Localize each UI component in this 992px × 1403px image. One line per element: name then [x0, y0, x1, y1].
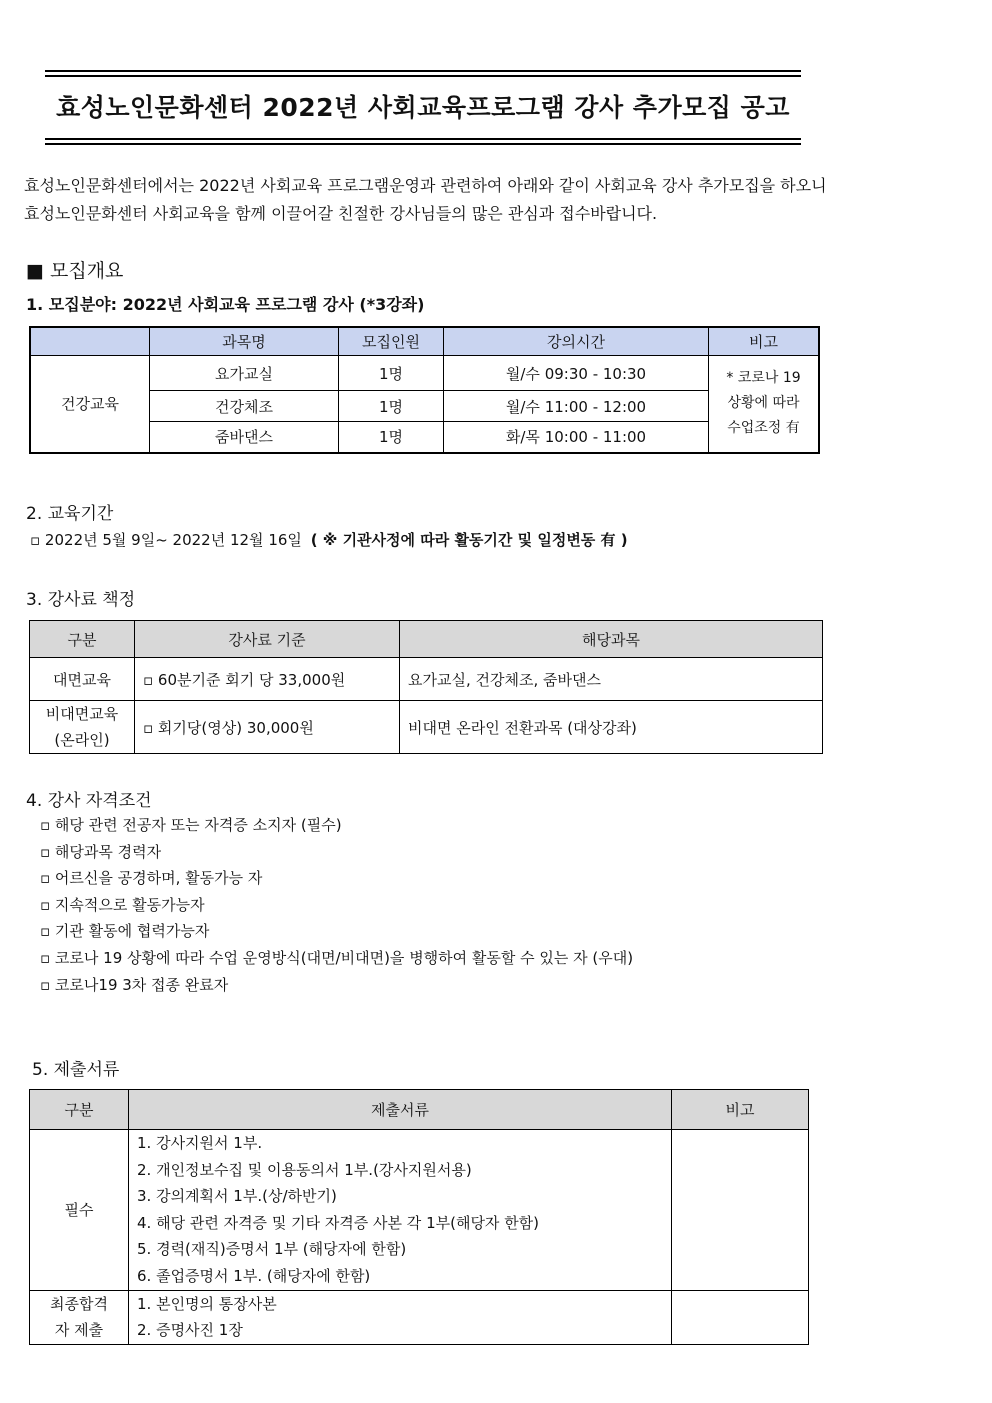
subject-cell: 건강체조 — [150, 391, 339, 422]
required-label-cell: 필수 — [30, 1130, 129, 1291]
list-item: 1. 본인명의 통장사본 — [137, 1294, 277, 1313]
time-cell: 화/목 10:00 - 11:00 — [444, 422, 709, 453]
list-item: ▫ 코로나 19 상황에 따라 수업 운영방식(대면/비대면)을 병행하여 활동할 수 있는 자 (우대) — [40, 948, 634, 967]
note-cell — [672, 1130, 809, 1291]
note-cell — [709, 356, 820, 453]
list-item: ▫ 기관 활동에 협력가능자 — [40, 922, 210, 941]
fee-cell: ▫ 60분기준 회기 당 33,000원 — [135, 658, 400, 701]
table-row — [30, 1130, 809, 1291]
page-title: 효성노인문화센터 2022년 사회교육프로그램 강사 추가모집 공고 — [56, 93, 790, 122]
final-label-cell — [30, 1290, 129, 1344]
title-rule-top-2 — [45, 75, 801, 77]
note-line: * 코로나 19 — [726, 370, 801, 387]
section3-heading: 3. 강사료 책정 — [26, 590, 136, 610]
final-label-line: 자 제출 — [54, 1321, 104, 1340]
period-note: ( ※ 기관사정에 따라 활동기간 및 일정변동 有 ) — [310, 531, 628, 549]
section5-heading: 5. 제출서류 — [32, 1060, 120, 1080]
count-cell: 1명 — [339, 356, 444, 391]
table-row — [30, 701, 823, 754]
final-docs-cell — [129, 1290, 672, 1344]
type-line: (온라인) — [54, 731, 110, 749]
subject-cell: 줌바댄스 — [150, 422, 339, 453]
category-cell: 건강교육 — [30, 356, 150, 453]
documents-table — [29, 1089, 809, 1345]
header-cell: 구분 — [30, 621, 135, 658]
intro-line-1: 효성노인문화센터에서는 2022년 사회교육 프로그램운영과 관련하여 아래와 같이 사회교육 강사 추가모집을 하오니 — [24, 176, 827, 195]
time-cell: 월/수 11:00 - 12:00 — [444, 391, 709, 422]
qualification-list — [40, 812, 633, 998]
table-row — [30, 356, 819, 391]
header-cell: 해당과목 — [400, 621, 823, 658]
final-label-line: 최종합격 — [50, 1294, 108, 1313]
type-line: 비대면교육 — [45, 705, 119, 723]
header-cell: 비고 — [672, 1090, 809, 1130]
list-item: 4. 해당 관련 자격증 및 기타 자격증 사본 각 1부(해당자 한함) — [137, 1213, 540, 1232]
type-cell — [30, 701, 135, 754]
fee-table — [29, 620, 823, 754]
table-header-row — [30, 1090, 809, 1130]
table-header-row — [30, 621, 823, 658]
required-docs-cell — [129, 1130, 672, 1291]
count-cell: 1명 — [339, 391, 444, 422]
table-row — [30, 1290, 809, 1344]
note-line: 상황에 따라 — [727, 395, 800, 412]
section1-heading: 1. 모집분야: 2022년 사회교육 프로그램 강사 (*3강좌) — [26, 295, 425, 314]
header-cell: 제출서류 — [129, 1090, 672, 1130]
header-cell: 강사료 기준 — [135, 621, 400, 658]
title-rule-bottom-2 — [45, 143, 801, 145]
subjects-cell: 요가교실, 건강체조, 줌바댄스 — [400, 658, 823, 701]
list-item: ▫ 지속적으로 활동가능자 — [40, 895, 205, 914]
title-rule-top-1 — [45, 70, 801, 72]
count-cell: 1명 — [339, 422, 444, 453]
table-header-row — [30, 327, 819, 356]
header-cell: 모집인원 — [339, 327, 444, 356]
list-item: ▫ 코로나19 3차 접종 완료자 — [40, 975, 229, 994]
title-box — [45, 70, 801, 146]
list-item: 5. 경력(재직)증명서 1부 (해당자에 한함) — [137, 1240, 407, 1259]
list-item: ▫ 해당 관련 전공자 또는 자격증 소지자 (필수) — [40, 816, 342, 834]
fee-cell: ▫ 회기당(영상) 30,000원 — [135, 701, 400, 754]
list-item: 2. 개인정보수집 및 이용동의서 1부.(강사지원서용) — [137, 1160, 472, 1179]
note-cell — [672, 1290, 809, 1344]
note-line: 수업조정 有 — [727, 420, 800, 437]
header-cell — [30, 327, 150, 356]
list-item: 3. 강의계획서 1부.(상/하반기) — [137, 1187, 337, 1206]
subjects-cell: 비대면 온라인 전환과목 (대상강좌) — [400, 701, 823, 754]
time-cell: 월/수 09:30 - 10:30 — [444, 356, 709, 391]
intro-line-2: 효성노인문화센터 사회교육을 함께 이끌어갈 친절한 강사님들의 많은 관심과 접수바랍니다. — [24, 204, 658, 223]
list-item: ▫ 해당과목 경력자 — [40, 842, 162, 861]
subject-cell: 요가교실 — [150, 356, 339, 391]
table-row — [30, 658, 823, 701]
period-text: ▫ 2022년 5월 9일~ 2022년 12월 16일 — [30, 531, 302, 549]
list-item: 2. 증명사진 1장 — [137, 1321, 243, 1340]
list-item: ▫ 어르신을 공경하며, 활동가능 자 — [40, 869, 263, 888]
header-cell: 구분 — [30, 1090, 129, 1130]
section4-heading: 4. 강사 자격조건 — [26, 791, 152, 811]
section2-heading: 2. 교육기간 — [26, 504, 114, 524]
header-cell: 비고 — [709, 327, 820, 356]
list-item: 6. 졸업증명서 1부. (해당자에 한함) — [137, 1266, 371, 1285]
type-cell: 대면교육 — [30, 658, 135, 701]
header-cell: 강의시간 — [444, 327, 709, 356]
education-period — [30, 529, 628, 550]
title-rule-bottom-1 — [45, 138, 801, 140]
overview-heading: ■ 모집개요 — [26, 260, 124, 282]
intro-text — [24, 172, 827, 228]
header-cell: 과목명 — [150, 327, 339, 356]
list-item: 1. 강사지원서 1부. — [137, 1134, 263, 1152]
recruit-table — [29, 326, 820, 454]
